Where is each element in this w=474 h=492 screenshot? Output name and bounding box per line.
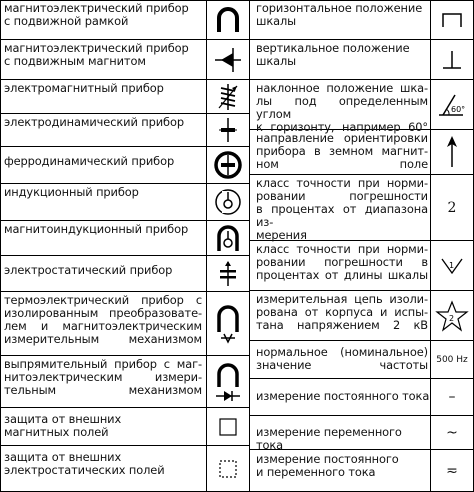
row-label: класс точности при норми- ровании погрешности в процентах от диапазона из- мерения [256, 176, 428, 242]
table-row [250, 175, 431, 241]
table-row [0, 256, 207, 292]
table-row [250, 291, 431, 341]
table-row [0, 408, 207, 446]
ac-symbol: ~ [446, 424, 458, 441]
row-label: измерение постоянного тока [256, 389, 430, 403]
horizontal-scale-icon [431, 0, 474, 40]
row-label: направление ориентировки прибора в земном магнит- ном поле [256, 131, 428, 171]
row-label: измерительная цепь изоли- рована от корпуса и испы- тана напряжением 2 кВ [256, 292, 428, 332]
table-row [0, 147, 207, 184]
table-row [0, 356, 207, 408]
table-row [0, 114, 207, 147]
row-label: измерение переменного тока [256, 425, 402, 452]
moving-magnet-icon [207, 40, 250, 80]
row-label: магнитоиндукционный прибор [4, 222, 189, 236]
table-row [0, 221, 207, 256]
row-label: вертикальное положение шкалы [256, 41, 410, 68]
magnetoinduction-icon [207, 221, 250, 256]
orientation-arrow-icon [431, 130, 474, 175]
row-label: магнитоэлектрический прибор с подвижной рамкой [4, 1, 189, 28]
electromagnetic-icon [207, 80, 250, 114]
row-label: индукционный прибор [4, 185, 139, 199]
table-row [250, 80, 431, 134]
row-label: электростатический прибор [4, 263, 173, 277]
ac-dc-symbol: ≂ [446, 462, 458, 479]
electrostatic-shield-icon [207, 446, 250, 492]
electrodynamic-icon [207, 114, 250, 147]
row-label: класс точности при норми- ровании погрешности в процентах от длины шкалы [256, 242, 428, 282]
inclined-scale-angle: 60° [451, 104, 466, 114]
moving-coil-icon [207, 0, 250, 40]
insulation-voltage: 2 [449, 313, 455, 323]
rectifier-icon [207, 356, 250, 408]
inclined-scale-icon [431, 80, 474, 130]
induction-icon [207, 184, 250, 221]
table-row [250, 450, 431, 492]
ferrodynamic-icon [207, 147, 250, 184]
table-row [250, 0, 431, 40]
frequency-value: 500 Hz [436, 354, 468, 365]
accuracy-range-icon [431, 175, 474, 241]
row-label: защита от внешних магнитных полей [4, 412, 122, 439]
frequency-icon [431, 341, 474, 379]
table-row [250, 416, 431, 450]
ac-icon [431, 416, 474, 450]
row-label: электродинамический прибор [4, 115, 184, 129]
vertical-scale-icon [431, 40, 474, 80]
svg-text:1: 1 [449, 260, 455, 270]
accuracy-scale-icon [431, 241, 474, 291]
dc-icon [431, 379, 474, 416]
row-label: ферродинамический прибор [4, 154, 175, 168]
table-row [0, 292, 207, 356]
table-row [0, 80, 207, 114]
accuracy-class-value: 2 [447, 199, 457, 216]
insulation-star-icon [431, 291, 474, 341]
table-row [0, 40, 207, 80]
electrostatic-icon [207, 256, 250, 292]
row-label: измерение постоянного и переменного тока [256, 452, 399, 479]
row-label: выпрямительный прибор с маг- нитоэлектрическим измери- тельным механизмом [4, 357, 202, 397]
row-label: горизонтальное положение шкалы [256, 1, 423, 28]
row-label: электромагнитный прибор [4, 81, 164, 95]
row-label: термоэлектрический прибор с изолированным преобразовате- лем и магнитоэлектрическим измерительным механизмом [4, 293, 202, 346]
table-row [0, 0, 207, 40]
table-row [250, 341, 431, 379]
table-row [250, 379, 431, 416]
table-row [250, 241, 431, 291]
magnetic-shield-icon [207, 408, 250, 446]
table-row [250, 130, 431, 175]
ac-dc-icon [431, 450, 474, 492]
table-row [250, 40, 431, 80]
row-label: наклонное положение шка- лы под определенным углом к горизонту, например 60° [256, 81, 428, 134]
row-label: защита от внешних электростатических полей [4, 450, 165, 477]
row-label: магнитоэлектрический прибор с подвижным магнитом [4, 41, 189, 68]
thermoelectric-icon [207, 292, 250, 356]
table-row [0, 184, 207, 221]
row-label: нормальное (номинальное) значение частоты [256, 345, 428, 372]
dc-symbol: – [448, 389, 456, 405]
table-row [0, 446, 207, 492]
